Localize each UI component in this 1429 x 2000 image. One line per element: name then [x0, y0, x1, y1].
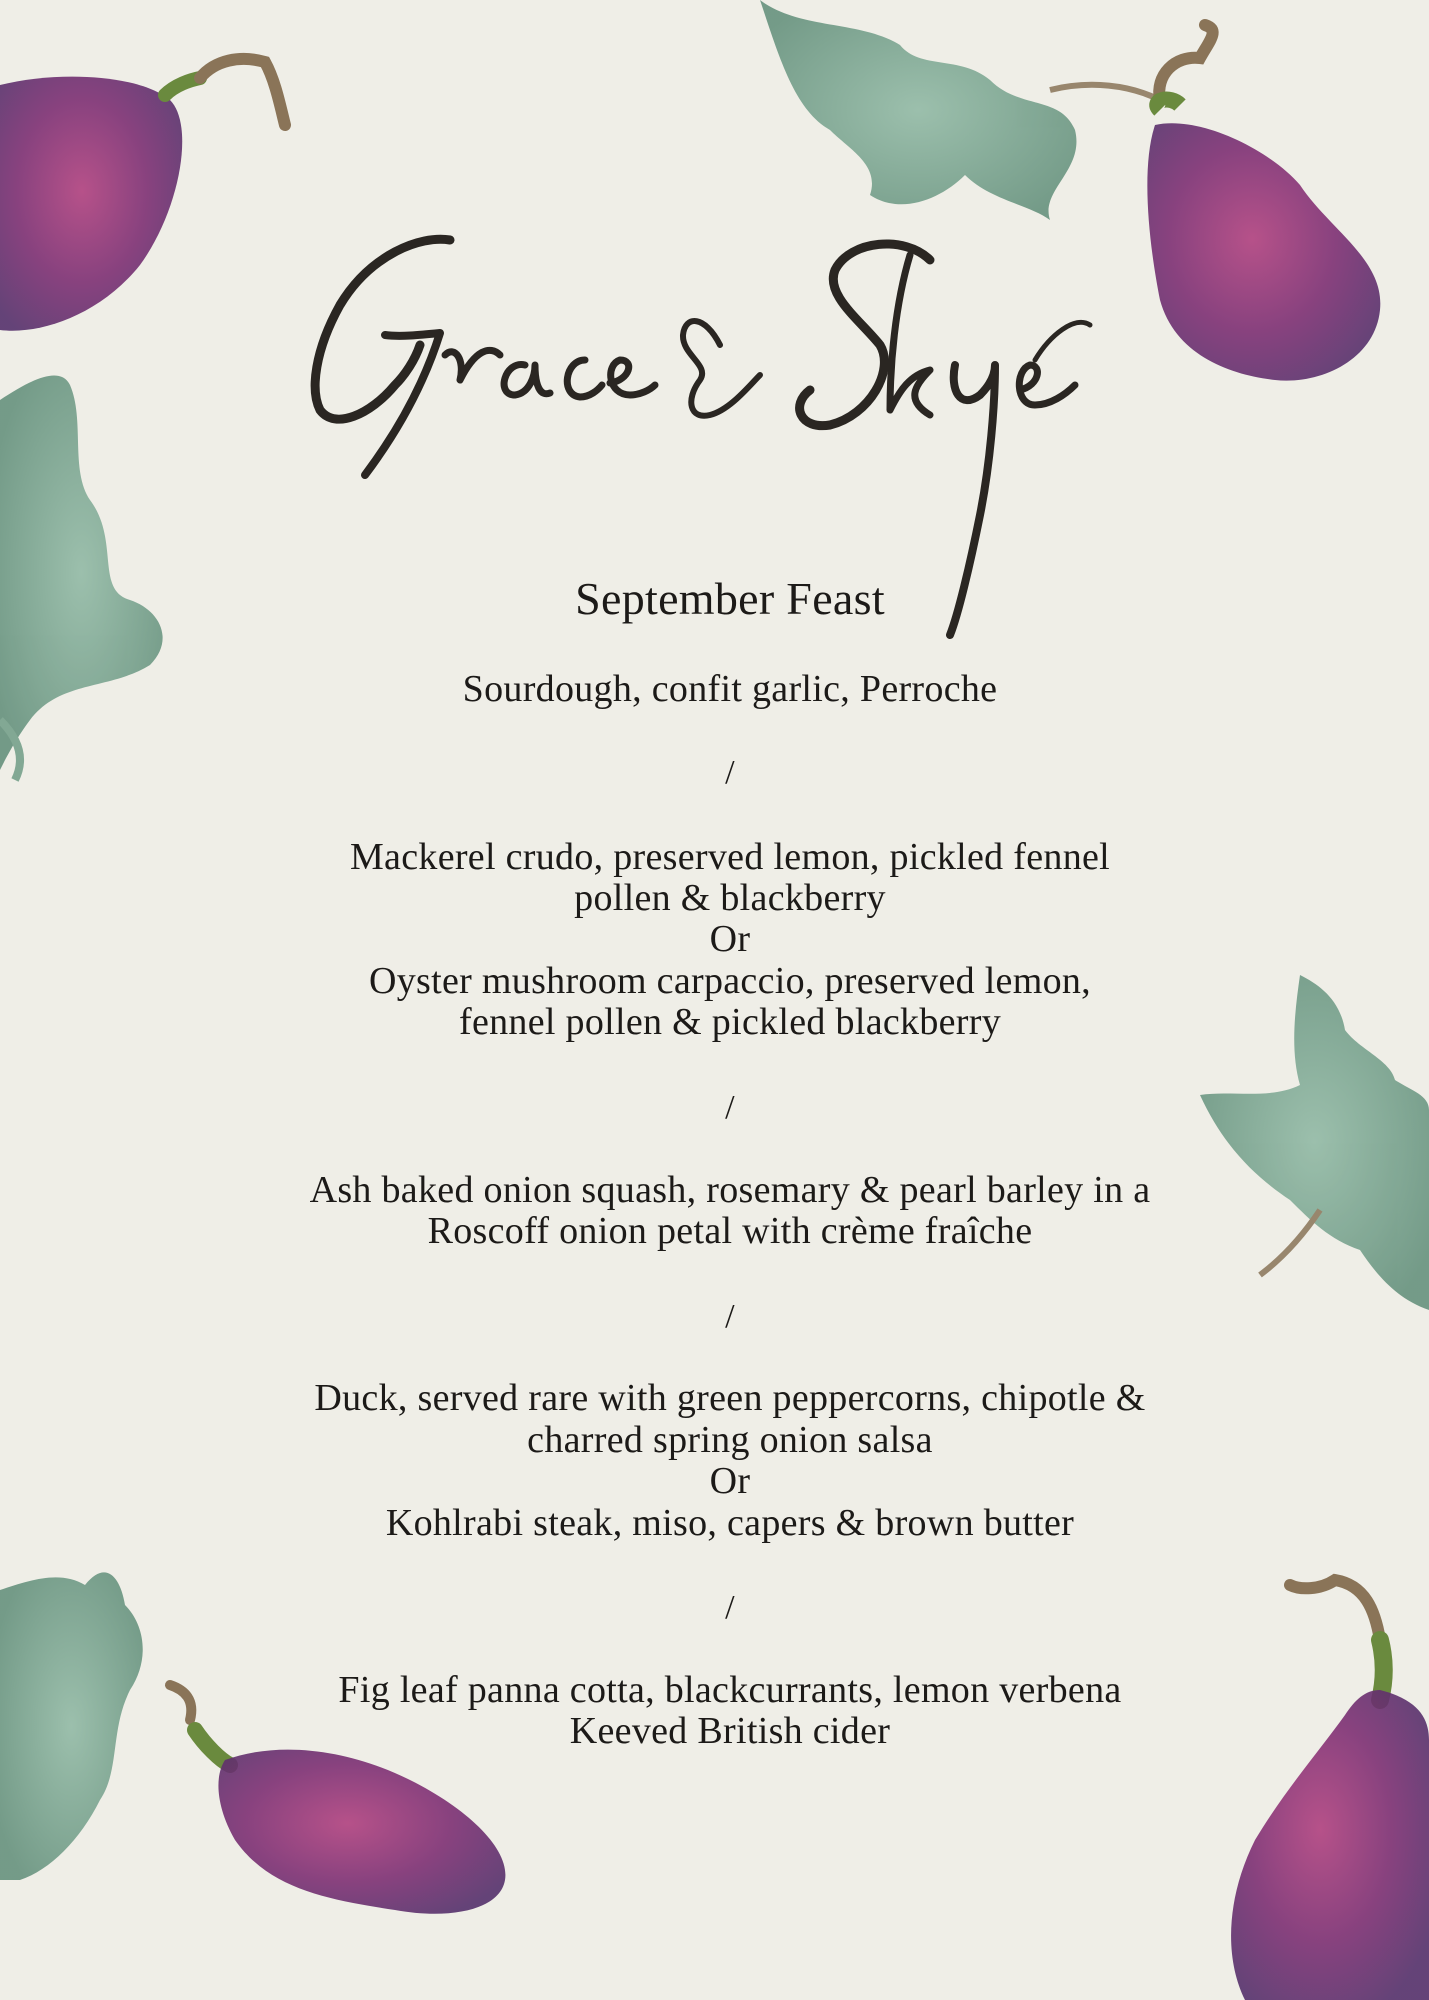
course-separator: /	[725, 754, 735, 791]
menu-item-main-1-line-1: Duck, served rare with green peppercorns, chipotle &	[314, 1377, 1146, 1419]
course-separator: /	[725, 1089, 735, 1126]
menu-item-main-1-line-2: charred spring onion salsa	[527, 1419, 933, 1461]
menu-title: September Feast	[575, 573, 885, 624]
menu-item-middle-line-2: Roscoff onion petal with crème fraîche	[427, 1210, 1033, 1252]
menu-item-dessert-line-1: Fig leaf panna cotta, blackcurrants, lemon verbena	[338, 1669, 1122, 1711]
menu-item-starter-2-line-1: Oyster mushroom carpaccio, preserved lemon,	[369, 960, 1091, 1002]
menu-item-main-2-line-1: Kohlrabi steak, miso, capers & brown butter	[385, 1502, 1075, 1544]
menu-item-starter-1-line-1: Mackerel crudo, preserved lemon, pickled fennel	[349, 836, 1111, 878]
menu-item-bread: Sourdough, confit garlic, Perroche	[462, 668, 998, 710]
menu-item-starter-2-line-2: fennel pollen & pickled blackberry	[459, 1001, 1001, 1043]
menu-item-dessert-line-2: Keeved British cider	[569, 1710, 891, 1752]
menu-item-middle-line-1: Ash baked onion squash, rosemary & pearl barley in a	[309, 1169, 1151, 1211]
menu-or-label: Or	[709, 918, 751, 960]
menu-or-label: Or	[709, 1460, 751, 1502]
course-separator: /	[725, 1589, 735, 1626]
menu-item-starter-1-line-2: pollen & blackberry	[574, 877, 886, 919]
course-separator: /	[725, 1298, 735, 1335]
